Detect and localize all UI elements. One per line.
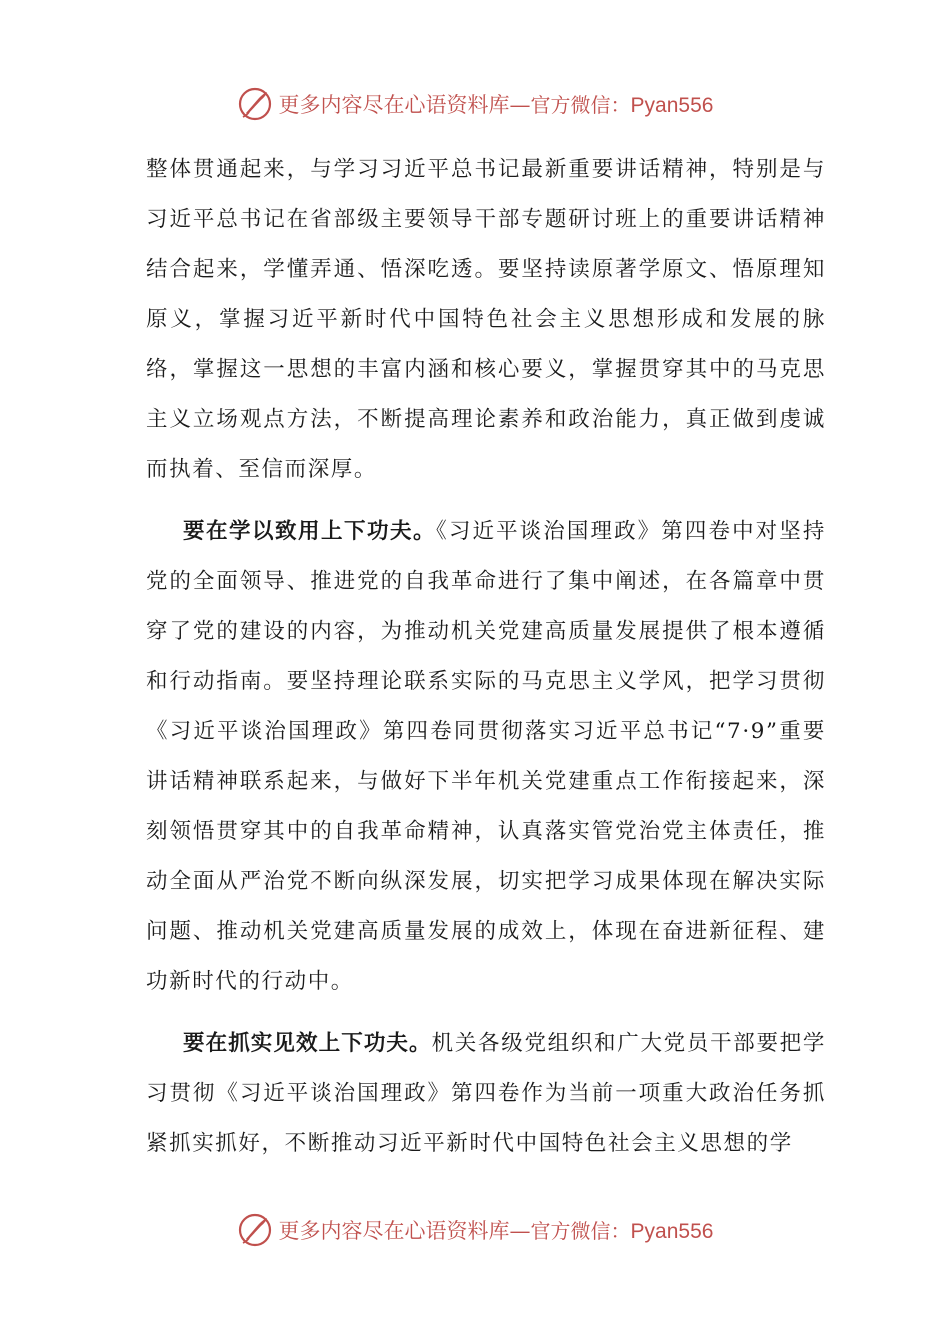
quill-pen-icon [237, 1212, 273, 1248]
footer-separator: — [509, 1219, 531, 1243]
header-separator: — [509, 93, 531, 117]
footer-wechat-label: 官方微信： [530, 1219, 631, 1243]
paragraph-1 [146, 145, 826, 495]
paragraph-3-heading: 要在抓实见效上下功夫。 [183, 1031, 432, 1056]
quill-pen-icon [237, 86, 273, 122]
paragraph-2-text: 《习近平谈治国理政》第四卷中对坚持党的全面领导、推进党的自我革命进行了集中阐述，在各篇章中贯穿了党的建设的内容，为推动机关党建高质量发展提供了根本遵循和行动指南。要坚持理论联系实际的马克思主义学风，把学习贯彻《习近平谈治国理政》第四卷同贯彻落实习近平总书记“7·9”重要讲话精神联系起来，与做好下半年机关党建重点工作衔接起来，深刻领悟贯穿其中的自我革命精神，认真落实管党治党主体责任，推动全面从严治党不断向纵深发展，切实把学习成果体现在解决实际问题、推动机关党建高质量发展的成效上，体现在奋进新征程、建功新时代的行动中。 [146, 519, 826, 994]
header-wechat-id: Pyan556 [630, 94, 714, 117]
paragraph-1-text: 整体贯通起来，与学习习近平总书记最新重要讲话精神，特别是与习近平总书记在省部级主要领导干部专题研讨班上的重要讲话精神结合起来，学懂弄通、悟深吃透。要坚持读原著学原文、悟原理知原义，掌握习近平新时代中国特色社会主义思想形成和发展的脉络，掌握这一思想的丰富内涵和核心要义，掌握贯穿其中的马克思主义立场观点方法，不断提高理论素养和政治能力，真正做到虔诚而执着、至信而深厚。 [146, 157, 826, 482]
paragraph-2-heading: 要在学以致用上下功夫。 [183, 519, 437, 544]
footer-banner [237, 1212, 714, 1248]
header-banner [237, 86, 714, 122]
footer-text [279, 1215, 714, 1245]
footer-slogan: 更多内容尽在心语资料库 [278, 1219, 510, 1243]
paragraph-3-text: 机关各级党组织和广大党员干部要把学习贯彻《习近平谈治国理政》第四卷作为当前一项重大政治任务抓紧抓实抓好，不断推动习近平新时代中国特色社会主义思想的学 [146, 1031, 826, 1156]
paragraph-2 [146, 507, 826, 1007]
page-header [0, 82, 950, 126]
document-body [146, 145, 826, 1169]
header-wechat-label: 官方微信： [530, 93, 631, 117]
header-slogan: 更多内容尽在心语资料库 [278, 93, 510, 117]
header-text [279, 89, 714, 119]
footer-wechat-id: Pyan556 [630, 1220, 714, 1243]
page-footer [0, 1208, 950, 1252]
paragraph-3 [146, 1019, 826, 1169]
